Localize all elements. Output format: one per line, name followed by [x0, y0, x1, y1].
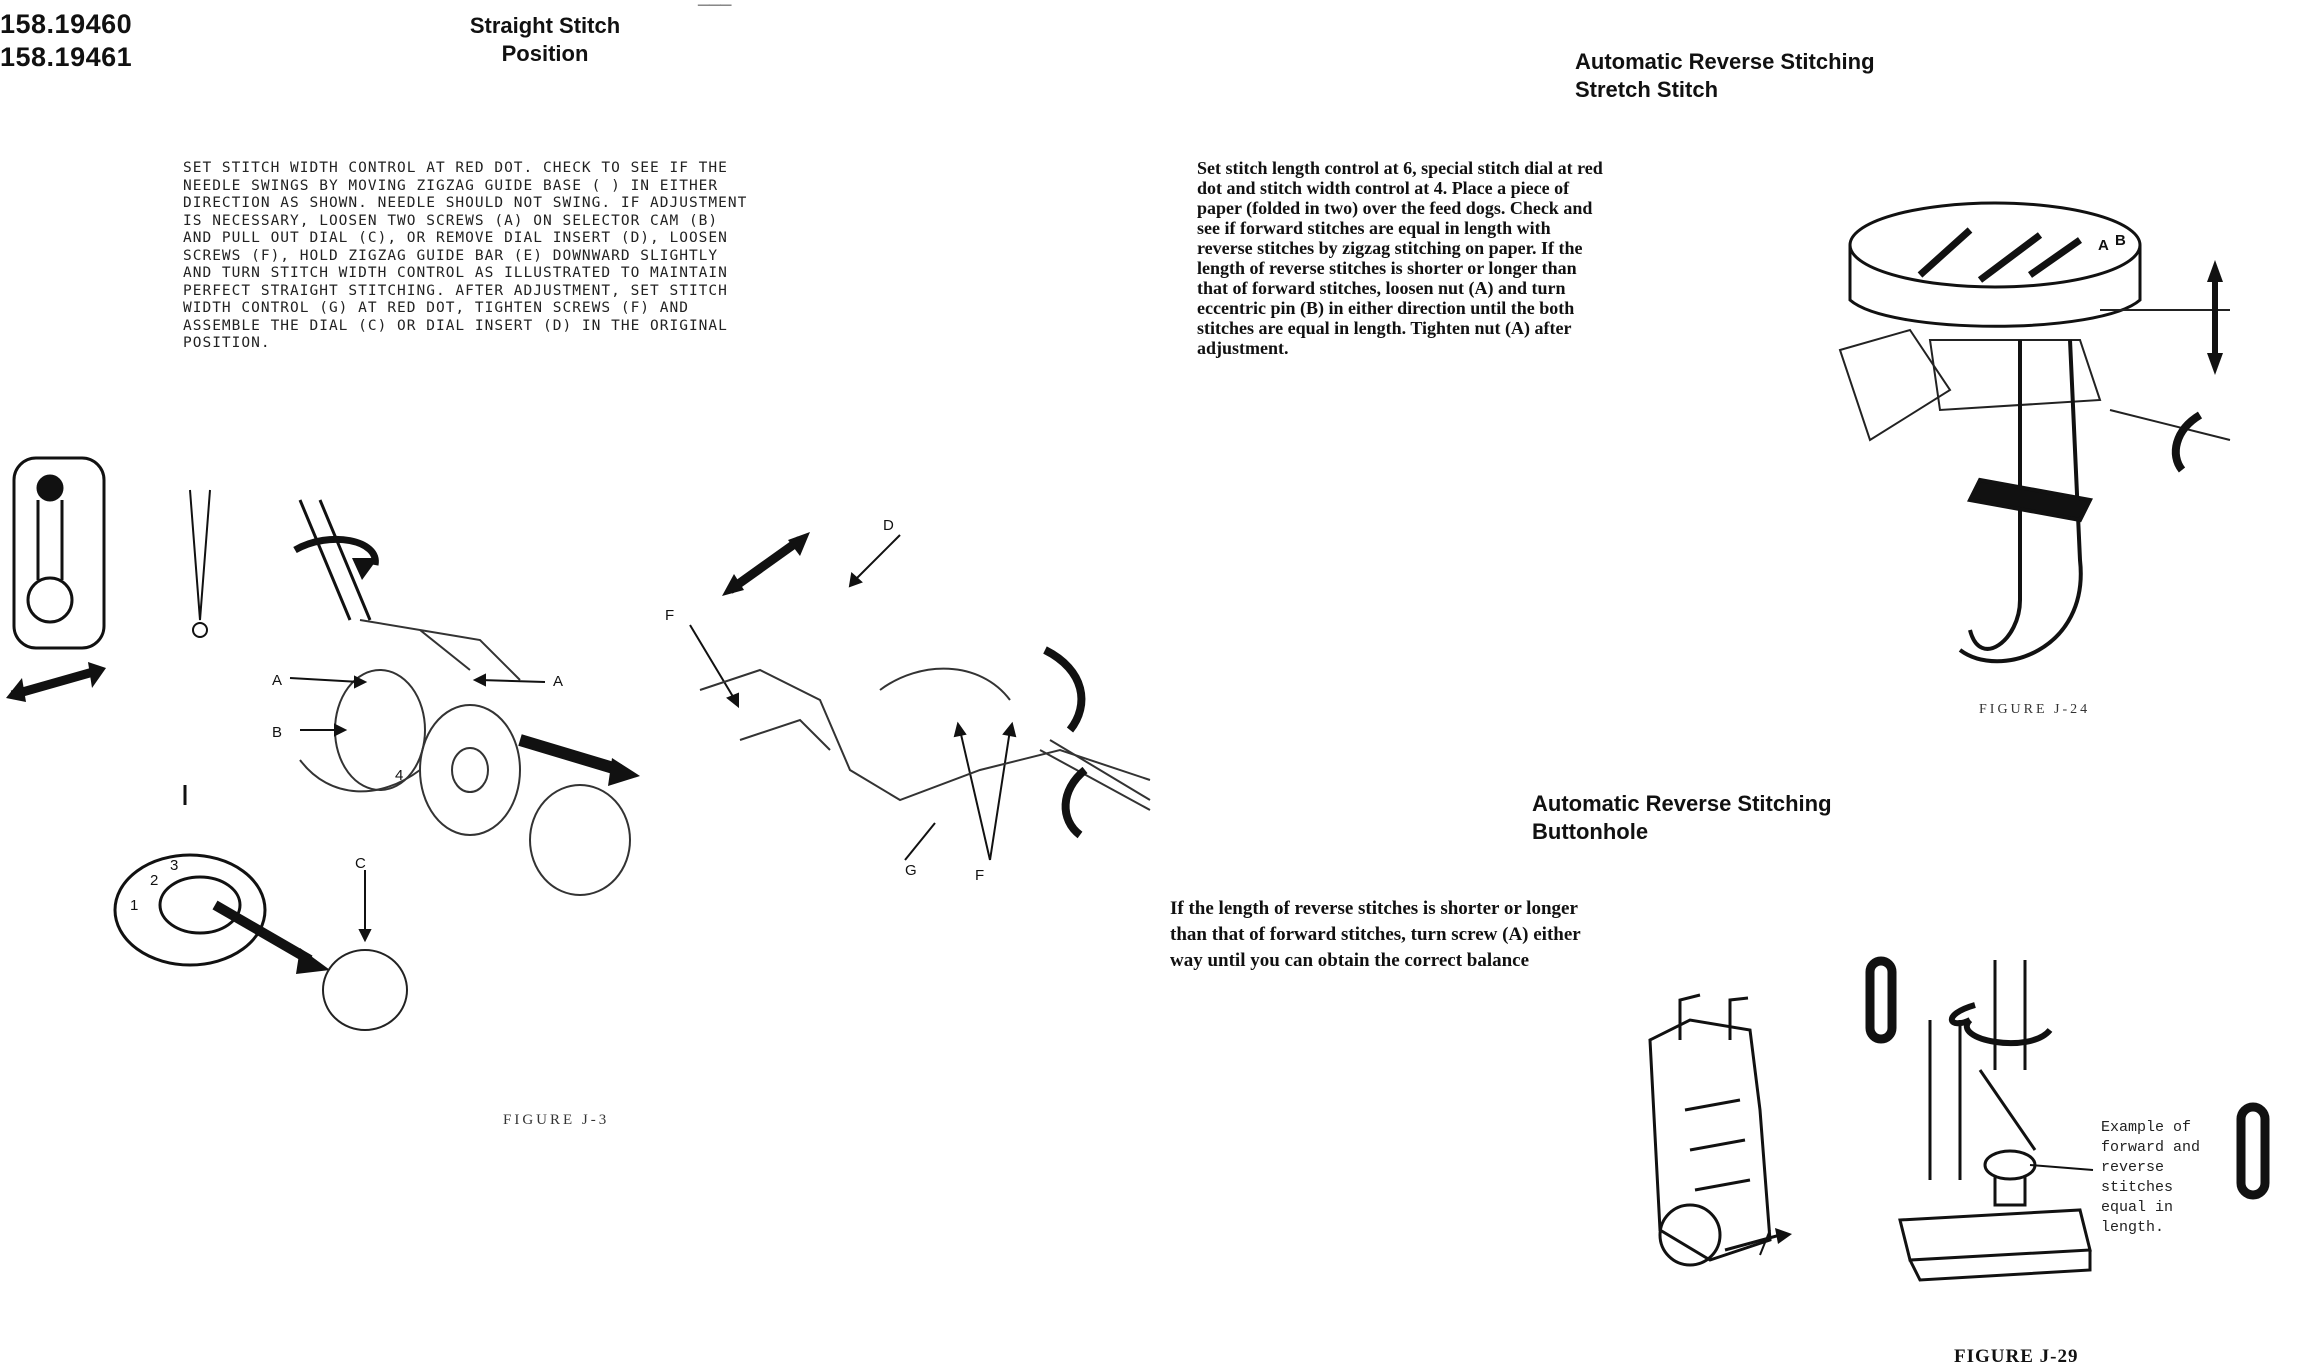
machine-body — [1840, 310, 2230, 440]
instruction-line: reverse stitches by zigzag stitching on paper. If the — [1197, 238, 1583, 258]
pointer-line — [2030, 1165, 2093, 1170]
heading-line: Automatic Reverse Stitching — [1575, 49, 1875, 74]
instruction-line: see if forward stitches are equal in length with — [1197, 218, 1551, 238]
straight-stitch-instructions — [183, 160, 863, 353]
label-a: A — [2098, 237, 2109, 254]
double-arrow-icon — [6, 662, 106, 702]
dial-insert-icon — [323, 950, 407, 1030]
double-arrow-icon — [2207, 260, 2223, 375]
instruction-line: If the length of reverse stitches is shorter or longer — [1170, 898, 1578, 919]
instruction-line: Set stitch length control at 6, special stitch dial at red — [1197, 158, 1603, 178]
instruction-line: AND PULL OUT DIAL (C), OR REMOVE DIAL INSERT (D), LOOSEN — [183, 230, 728, 246]
example-line: stitches — [2101, 1179, 2174, 1196]
instruction-line: SCREWS (F), HOLD ZIGZAG GUIDE BAR (E) DOWNWARD SLIGHTLY — [183, 247, 719, 264]
buttonhole-foot-icon — [1650, 995, 1770, 1265]
label-a-right: A — [553, 673, 564, 690]
stitch-width-dial-icon — [115, 785, 265, 965]
instruction-line: ASSEMBLE THE DIAL (C) OR DIAL INSERT (D) IN THE ORIGINAL — [183, 317, 728, 334]
instruction-line: paper (folded in two) over the feed dogs. Check and — [1197, 198, 1593, 218]
label-f-top: F — [665, 607, 675, 624]
instruction-line: AND TURN STITCH WIDTH CONTROL AS ILLUSTRATED TO MAINTAIN — [183, 265, 728, 281]
model-number: 158.19460 — [0, 9, 133, 39]
instruction-line: dot and stitch width control at 4. Place a piece of — [1197, 178, 1570, 198]
double-arrow-icon — [722, 532, 810, 596]
partial-top-text — [698, 0, 731, 9]
stitch-sample-icon — [1870, 961, 1892, 1039]
reverse-stretch-heading — [1575, 48, 1875, 104]
heading-line: Automatic Reverse Stitching — [1532, 791, 1832, 816]
instruction-line: SET STITCH WIDTH CONTROL AT RED DOT. CHECK TO SEE IF THE — [183, 160, 728, 176]
figure-j24-caption: FIGURE J-24 — [1979, 702, 2091, 717]
reverse-buttonhole-heading — [1532, 790, 1832, 846]
label-f-bottom: F — [975, 867, 985, 884]
instruction-line: NEEDLE SWINGS BY MOVING ZIGZAG GUIDE BASE ( ) IN EITHER — [183, 177, 719, 194]
example-line: equal in — [2101, 1199, 2174, 1216]
heading-line: Stretch Stitch — [1575, 77, 1719, 102]
example-line: Example of — [2101, 1119, 2192, 1136]
dial-number: 4 — [395, 767, 404, 784]
model-numbers — [0, 8, 132, 74]
rotation-arrow-icon — [2176, 415, 2200, 470]
dial-number: 1 — [130, 897, 139, 914]
stitch-example-note — [2101, 1118, 2200, 1238]
figure-j24-illustration — [1830, 190, 2250, 690]
reverse-stretch-instructions — [1197, 158, 1603, 358]
instruction-line: PERFECT STRAIGHT STITCHING. AFTER ADJUSTMENT, SET STITCH — [183, 282, 728, 299]
instruction-line: adjustment. — [1197, 338, 1289, 358]
figure-j3-illustration — [0, 440, 1160, 1060]
instruction-line: that of forward stitches, loosen nut (A) and turn — [1197, 278, 1566, 298]
example-line: forward and — [2101, 1139, 2201, 1156]
label-a-left: A — [272, 672, 283, 689]
instruction-line: way until you can obtain the correct balance — [1170, 950, 1530, 971]
label-b: B — [2115, 232, 2126, 249]
instruction-line: length of reverse stitches is shorter or longer than — [1197, 258, 1577, 278]
instruction-line: IS NECESSARY, LOOSEN TWO SCREWS (A) ON SELECTOR CAM (B) — [183, 212, 719, 229]
instruction-line: DIRECTION AS SHOWN. NEEDLE SHOULD NOT SWING. IF ADJUSTMENT — [183, 195, 748, 211]
instruction-line: WIDTH CONTROL (G) AT RED DOT, TIGHTEN SCREWS (F) AND — [183, 300, 689, 316]
reverse-buttonhole-instructions — [1170, 896, 1581, 974]
buttonhole-stitch-sample-icon — [2236, 1103, 2276, 1203]
label-g: G — [905, 862, 917, 879]
needle-icon — [190, 490, 210, 637]
figure-j3-caption: FIGURE J-3 — [503, 1112, 610, 1128]
instruction-line: eccentric pin (B) in either direction until the both — [1197, 298, 1575, 318]
presser-foot-icon — [1960, 340, 2090, 661]
heading-line: Buttonhole — [1532, 819, 1649, 844]
pointer-arrow-icon — [520, 740, 640, 786]
instruction-line: than that of forward stitches, turn screw (A) either — [1170, 924, 1581, 945]
rotation-arrow-icon — [1045, 650, 1085, 835]
label-arrows — [290, 535, 1015, 940]
stitch-width-plate-icon — [14, 458, 104, 648]
special-stitch-dial-icon — [1850, 203, 2140, 326]
label-b: B — [272, 724, 283, 741]
model-number: 158.19461 — [0, 42, 133, 72]
screwdriver-icon — [295, 500, 378, 620]
figure-j29-caption: FIGURE J-29 — [1954, 1346, 2079, 1367]
label-c: C — [355, 855, 366, 872]
instruction-line: POSITION. — [183, 335, 271, 351]
straight-stitch-heading — [440, 12, 650, 68]
example-line: reverse — [2101, 1159, 2165, 1176]
needle-clamp-icon — [1900, 960, 2090, 1280]
instruction-line: stitches are equal in length. Tighten nut (A) after — [1197, 318, 1572, 338]
pointer-arrow-icon — [215, 905, 330, 974]
heading-line: Straight Stitch — [469, 13, 621, 38]
dial-number: 2 — [150, 872, 159, 889]
heading-line: Position — [501, 41, 589, 66]
example-line: length. — [2101, 1219, 2165, 1236]
label-d: D — [883, 517, 894, 534]
rotation-arrow-icon — [1952, 1005, 2050, 1043]
dial-number: 3 — [170, 857, 179, 874]
